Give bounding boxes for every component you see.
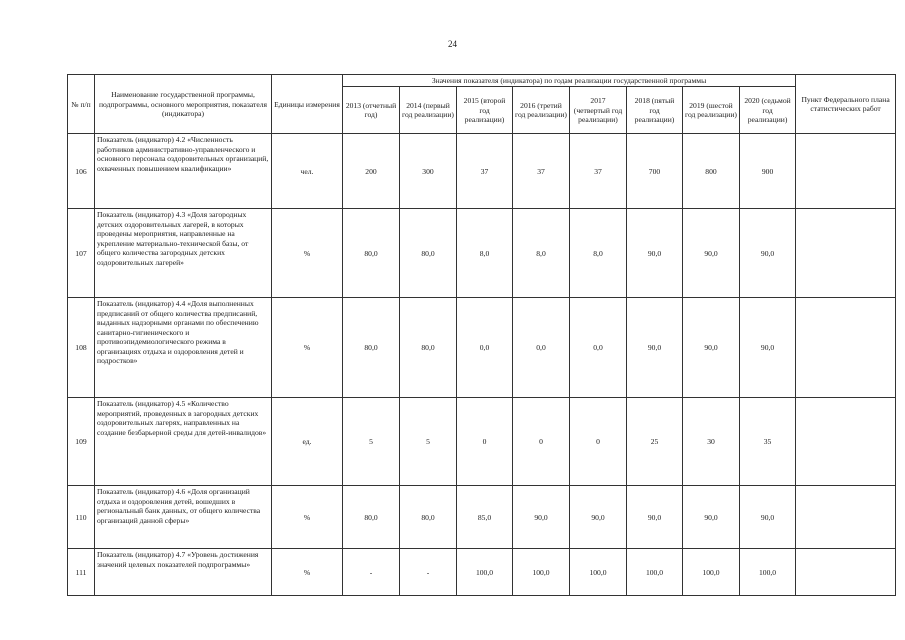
indicators-table [67, 74, 896, 596]
row-value: 85,0 [457, 486, 513, 549]
row-name: Показатель (индикатор) 4.6 «Доля организаций отдыха и оздоровления детей, вошедших в региональный банк данных, от общего количества организаций данной сферы» [95, 486, 272, 549]
header-year: 2015 (второй год реализации) [457, 87, 513, 134]
row-value: 800 [683, 134, 740, 209]
row-value: 90,0 [740, 486, 796, 549]
row-name: Показатель (индикатор) 4.4 «Доля выполненных предписаний от общего количества предписаний, выданных надзорными органами по обеспечению санитарно-гигиенического и противоэпидемиологического режима в организациях отдыха и оздоровления детей и подростков» [95, 298, 272, 398]
row-num: 108 [68, 298, 95, 398]
row-value: 100,0 [740, 549, 796, 596]
header-year: 2018 (пятый год реализации) [627, 87, 683, 134]
row-value: 900 [740, 134, 796, 209]
header-values-group: Значения показателя (индикатора) по годам реализации государственной программы [343, 75, 796, 87]
row-value: 37 [513, 134, 570, 209]
row-value: 80,0 [400, 298, 457, 398]
table-row [68, 209, 896, 298]
page-number: 24 [448, 39, 457, 49]
header-year: 2019 (шестой год реализации) [683, 87, 740, 134]
row-value: 90,0 [683, 298, 740, 398]
row-value: 80,0 [400, 486, 457, 549]
row-value: 0 [513, 398, 570, 486]
row-name: Показатель (индикатор) 4.3 «Доля загородных детских оздоровительных лагерей, в которых проведены мероприятия, направленные на укрепление материально-технической базы, от общего количества загородных детских оздоровительных лагерей» [95, 209, 272, 298]
row-value: 37 [457, 134, 513, 209]
row-item [796, 209, 896, 298]
row-value: 100,0 [627, 549, 683, 596]
row-value: 5 [400, 398, 457, 486]
table-row [68, 549, 896, 596]
row-name: Показатель (индикатор) 4.7 «Уровень достижения значений целевых показателей подпрограммы» [95, 549, 272, 596]
row-item [796, 134, 896, 209]
row-value: 8,0 [570, 209, 627, 298]
row-value: 90,0 [627, 486, 683, 549]
row-value: 80,0 [343, 298, 400, 398]
row-value: 0 [457, 398, 513, 486]
row-value: 700 [627, 134, 683, 209]
row-value: 90,0 [627, 298, 683, 398]
row-item [796, 486, 896, 549]
header-year: 2014 (первый год реализации) [400, 87, 457, 134]
header-name: Наименование государственной программы, подпрограммы, основного мероприятия, показателя (индикатора) [95, 75, 272, 134]
row-unit: % [272, 486, 343, 549]
row-value: 100,0 [683, 549, 740, 596]
row-value: 90,0 [627, 209, 683, 298]
row-item [796, 549, 896, 596]
row-name: Показатель (индикатор) 4.5 «Количество мероприятий, проведенных в загородных детских оздоровительных лагерях, направленных на создание безбарьерной среды для детей-инвалидов» [95, 398, 272, 486]
header-year: 2020 (седьмой год реализации) [740, 87, 796, 134]
row-value: 90,0 [740, 298, 796, 398]
row-value: 37 [570, 134, 627, 209]
table-row [68, 398, 896, 486]
row-value: 100,0 [570, 549, 627, 596]
row-value: 8,0 [457, 209, 513, 298]
row-value: 300 [400, 134, 457, 209]
row-value: 80,0 [343, 486, 400, 549]
row-num: 111 [68, 549, 95, 596]
row-num: 110 [68, 486, 95, 549]
header-num: № п/п [68, 75, 95, 134]
row-value: 90,0 [740, 209, 796, 298]
header-year: 2016 (третий год реализации) [513, 87, 570, 134]
table-row [68, 486, 896, 549]
row-item [796, 298, 896, 398]
header-unit: Единицы измерения [272, 75, 343, 134]
row-value: 200 [343, 134, 400, 209]
row-value: 0,0 [457, 298, 513, 398]
row-value: 90,0 [570, 486, 627, 549]
row-num: 107 [68, 209, 95, 298]
row-value: 0,0 [570, 298, 627, 398]
row-unit: % [272, 209, 343, 298]
header-year: 2013 (отчетный год) [343, 87, 400, 134]
row-value: 90,0 [683, 486, 740, 549]
header-year: 2017 (четвертый год реализации) [570, 87, 627, 134]
header-item: Пункт Федерального плана статистических работ [796, 75, 896, 134]
row-num: 109 [68, 398, 95, 486]
row-value: 90,0 [683, 209, 740, 298]
row-value: 35 [740, 398, 796, 486]
row-value: 90,0 [513, 486, 570, 549]
row-value: 100,0 [457, 549, 513, 596]
row-unit: % [272, 549, 343, 596]
row-value: 80,0 [400, 209, 457, 298]
row-value: 80,0 [343, 209, 400, 298]
row-unit: чел. [272, 134, 343, 209]
row-value: 0,0 [513, 298, 570, 398]
row-value: - [400, 549, 457, 596]
row-value: 100,0 [513, 549, 570, 596]
row-value: 25 [627, 398, 683, 486]
row-item [796, 398, 896, 486]
row-value: - [343, 549, 400, 596]
row-num: 106 [68, 134, 95, 209]
row-value: 8,0 [513, 209, 570, 298]
row-unit: % [272, 298, 343, 398]
row-value: 0 [570, 398, 627, 486]
row-unit: ед. [272, 398, 343, 486]
table-row [68, 134, 896, 209]
row-value: 30 [683, 398, 740, 486]
header-row-top [68, 75, 896, 87]
row-value: 5 [343, 398, 400, 486]
table-row [68, 298, 896, 398]
row-name: Показатель (индикатор) 4.2 «Численность работников административно-управленческого и основного персонала оздоровительных организаций, охваченных повышением квалификации» [95, 134, 272, 209]
